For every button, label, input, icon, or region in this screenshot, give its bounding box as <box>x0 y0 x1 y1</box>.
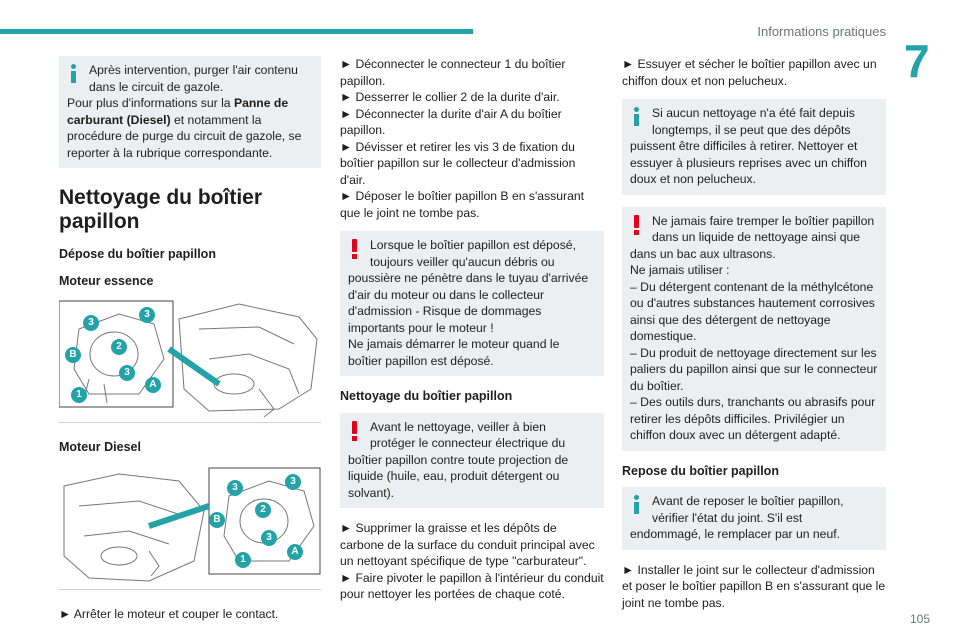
note-text: et notamment la procédure de purge du circuit de gazole, se reporter à la rubrique correspondante. <box>67 112 302 160</box>
callout-3: 3 <box>119 365 135 381</box>
info-body: puissent être difficiles à retirer. Nettoyer et essuyer à plusieurs reprises avec un chiffon doux et non pelucheux. <box>630 139 867 186</box>
warning-first-lines: Ne jamais faire tremper le boîtier papillon dans un liquide de nettoyage ainsi que <box>652 213 875 244</box>
callout-3: 3 <box>83 315 99 331</box>
warning-note-debris <box>340 231 604 376</box>
callout-A: A <box>145 377 161 393</box>
callout-3: 3 <box>261 530 277 546</box>
engine-drawing <box>59 466 321 590</box>
info-note-deposits <box>622 99 886 195</box>
petrol-engine-illustration <box>59 299 321 423</box>
step: ► Déposer le boîtier papillon B en s'assurant que le joint ne tombe pas. <box>340 189 585 220</box>
step-wipe-dry: ► Essuyer et sécher le boîtier papillon avec un chiffon doux et non pelucheux. <box>622 57 877 88</box>
warning-first-lines: Avant le nettoyage, veiller à bien protéger le connecteur électrique du <box>370 419 566 450</box>
warning-icon <box>350 239 360 259</box>
info-body: endommagé, le remplacer par un neuf. <box>630 527 841 541</box>
header-title: Informations pratiques <box>757 24 886 39</box>
callout-2: 2 <box>111 339 127 355</box>
chapter-number: 7 <box>904 35 930 87</box>
warning-body: poussière ne pénètre dans le tuyau d'arrivée d'air du moteur ou dans le collecteur d'admission - Risque de dommages importants pour le moteur ! Ne jamais démarrer le moteur quand le boîtier papillon est déposé. <box>348 271 589 368</box>
callout-1: 1 <box>235 552 251 568</box>
subsection-title: Repose du boîtier papillon <box>622 463 779 478</box>
callout-3: 3 <box>227 480 243 496</box>
page-number: 105 <box>909 612 930 626</box>
note-first-lines: Après intervention, purger l'air contenu dans le circuit de gazole. <box>89 63 298 94</box>
cleaning-steps <box>340 520 604 603</box>
engine-drawing <box>59 299 321 423</box>
subsection-title: Nettoyage du boîtier papillon <box>340 389 513 403</box>
step: ► Supprimer la graisse et les dépôts de carbone de la surface du conduit principal avec un nettoyant spécifique de type "carburateur". <box>340 521 595 568</box>
step-refit: ► Installer le joint sur le collecteur d'admission et poser le boîtier papillon B en s'assurant que le joint ne tombe pas. <box>622 562 886 610</box>
engine-label-petrol: Moteur essence <box>59 273 154 288</box>
info-note-seal <box>622 487 886 550</box>
warning-body: dans un bac aux ultrasons. Ne jamais utiliser : – Du détergent contenant de la méthylcétone ou d'autres substances hautement corrosives ainsi que des détergent de nettoyage domestique. – Du produit de nettoyage directement sur les paliers du papillon ainsi que sur le connecteur du boîtier. – Des outils durs, tranchants ou abrasifs pour retirer les dépôts difficiles. Privilégier un chiffon doux avec un détergent adapté. <box>630 246 878 442</box>
callout-B: B <box>65 347 81 363</box>
column-left <box>59 56 321 632</box>
column-right <box>622 56 886 621</box>
subsection-title: Dépose du boîtier papillon <box>59 247 216 261</box>
engine-label-diesel: Moteur Diesel <box>59 440 141 454</box>
note-body <box>67 95 313 161</box>
callout-2: 2 <box>255 502 271 518</box>
info-note-diesel <box>59 56 321 168</box>
warning-first-lines: Lorsque le boîtier papillon est déposé, toujours veiller qu'aucun débris ou <box>370 238 576 269</box>
callout-A: A <box>287 544 303 560</box>
step: ► Dévisser et retirer les vis 3 de fixation du boîtier papillon sur le collecteur d'admission d'air. <box>340 139 576 187</box>
info-first-lines: Avant de reposer le boîtier papillon, vérifier l'état du joint. S'il est <box>652 494 844 525</box>
section-title: Nettoyage du boîtier papillon <box>59 186 263 233</box>
callout-B: B <box>209 512 225 528</box>
diesel-engine-illustration <box>59 466 321 590</box>
warning-icon <box>632 215 642 235</box>
callout-1: 1 <box>71 387 87 403</box>
step: ► Faire pivoter le papillon à l'intérieur du conduit pour nettoyer les portées de chaque coté. <box>340 570 604 601</box>
warning-note-soaking <box>622 207 886 451</box>
header-accent-bar <box>0 29 473 34</box>
step: ► Desserrer le collier 2 de la durite d'air. <box>340 90 560 104</box>
step-stop-engine: ► Arrêter le moteur et couper le contact. <box>59 606 279 621</box>
info-icon <box>69 64 79 84</box>
column-middle <box>340 56 604 613</box>
removal-steps <box>340 56 604 221</box>
note-text: Pour plus d'informations sur la <box>67 96 234 110</box>
note-bold-link: Panne de carburant (Diesel) <box>67 96 289 127</box>
step: ► Déconnecter le connecteur 1 du boîtier papillon. <box>340 57 566 88</box>
info-icon <box>632 107 642 127</box>
step: ► Déconnecter la durite d'air A du boîtier papillon. <box>340 106 562 137</box>
callout-3: 3 <box>139 307 155 323</box>
warning-icon <box>350 421 360 441</box>
warning-body: boîtier papillon contre toute projection de liquide (huile, eau, produit détergent ou solvant). <box>348 452 569 500</box>
info-icon <box>632 495 642 515</box>
warning-note-connector <box>340 413 604 509</box>
callout-3: 3 <box>285 474 301 490</box>
info-first-lines: Si aucun nettoyage n'a été fait depuis longtemps, il se peut que des dépôts <box>652 106 855 137</box>
